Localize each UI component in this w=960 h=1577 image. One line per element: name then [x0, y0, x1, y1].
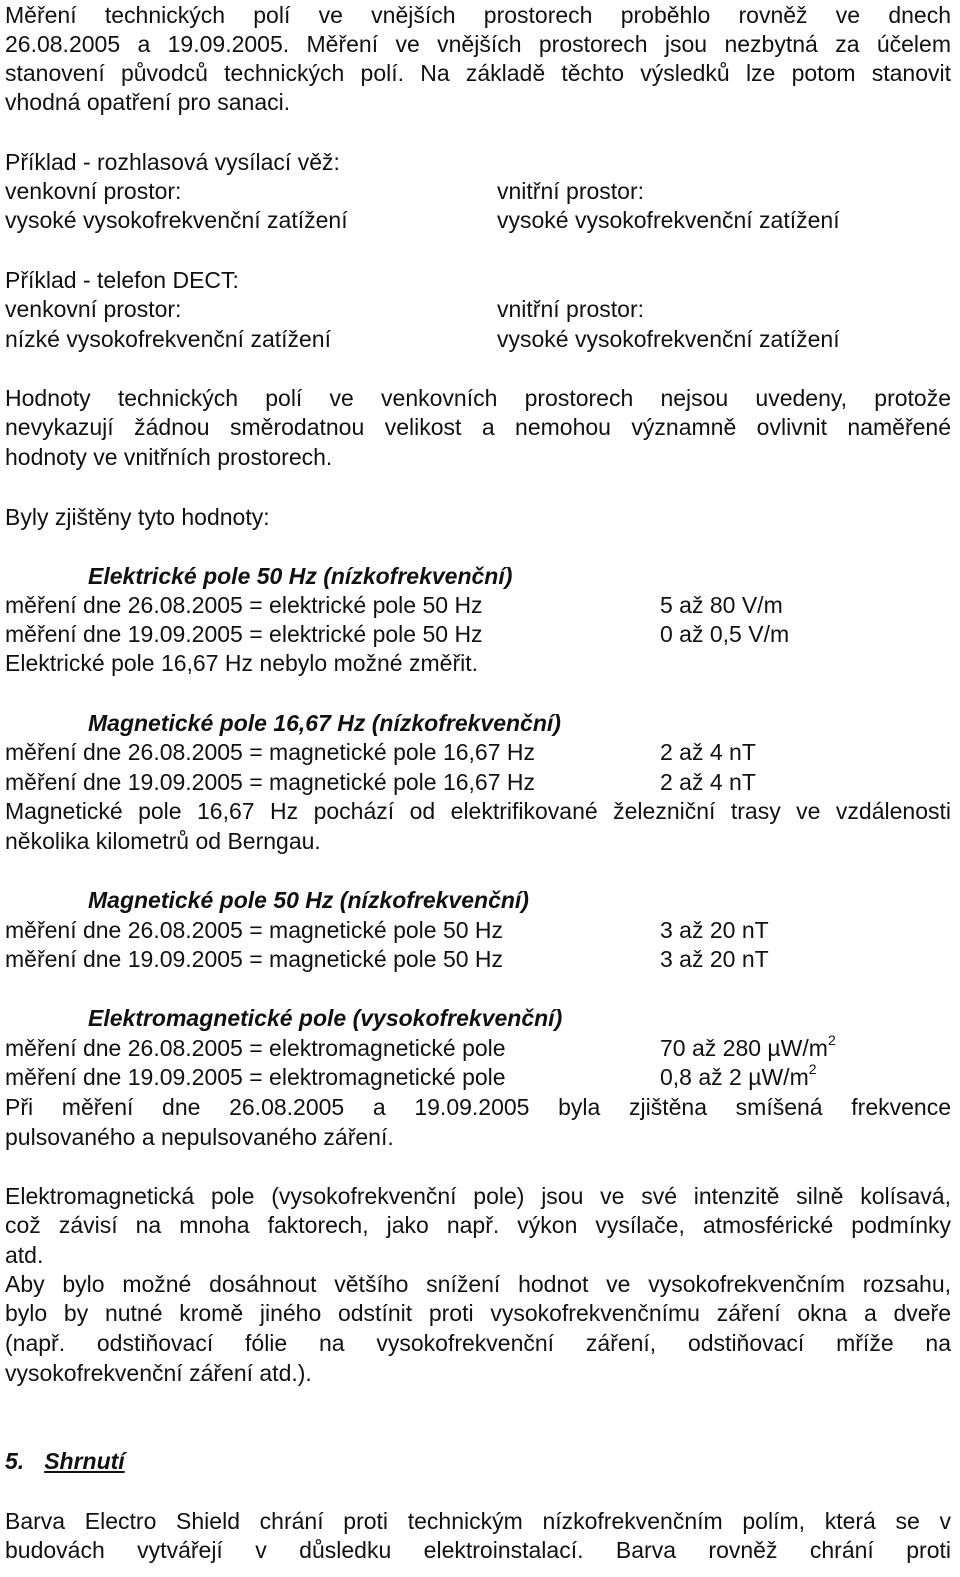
paragraph-line: Aby bylo možné dosáhnout většího snížení hodnot ve vysokofrekvenčním rozsahu,	[5, 1271, 951, 1297]
electromagnetic-heading: Elektromagnetické pole (vysokofrekvenční)	[88, 1005, 563, 1031]
measurement-value: 5 až 80 V/m	[660, 592, 783, 618]
example-indoor-value: vysoké vysokofrekvenční zatížení	[497, 207, 840, 233]
measurement-label: měření dne 19.09.2005 = elektrické pole 50 Hz	[5, 621, 483, 647]
measurement-label: měření dne 26.08.2005 = elektromagnetické pole	[5, 1035, 506, 1061]
measurement-value: 2 až 4 nT	[660, 769, 756, 795]
magnetic-note-line: několika kilometrů od Berngau.	[5, 828, 321, 854]
example-outdoor-value: vysoké vysokofrekvenční zatížení	[5, 207, 348, 233]
unit-exponent: 2	[808, 1061, 817, 1078]
example-outdoor-label: venkovní prostor:	[5, 296, 182, 322]
measurement-value-text: 0,8 až 2 µW/m	[660, 1064, 809, 1090]
section-title: Shrnutí	[44, 1448, 125, 1474]
measurement-value-text: 70 až 280 µW/m	[660, 1035, 828, 1061]
paragraph-line: což závisí na mnoha faktorech, jako např. výkon vysílače, atmosférické podmínky	[5, 1212, 951, 1238]
summary-line: budovách vytvářejí v důsledku elektroinstalací. Barva rovněž chrání proti	[5, 1537, 951, 1563]
example-outdoor-value: nízké vysokofrekvenční zatížení	[5, 326, 331, 352]
measurement-label: měření dne 19.09.2005 = magnetické pole 16,67 Hz	[5, 769, 535, 795]
unit-exponent: 2	[827, 1032, 836, 1049]
note-line: hodnoty ve vnitřních prostorech.	[5, 444, 333, 470]
measurement-label: měření dne 19.09.2005 = magnetické pole 50 Hz	[5, 946, 504, 972]
intro-line: 26.08.2005 a 19.09.2005. Měření ve vnějších prostorech jsou nezbytná za účelem	[5, 31, 951, 57]
example-indoor-label: vnitřní prostor:	[497, 296, 644, 322]
intro-line: Měření technických polí ve vnějších prostorech proběhlo rovněž ve dnech	[5, 2, 951, 28]
paragraph-line: Elektromagnetická pole (vysokofrekvenční pole) jsou ve své intenzitě silně kolísavá,	[5, 1183, 951, 1209]
intro-line: stanovení původců technických polí. Na základě těchto výsledků lze potom stanovit	[5, 60, 951, 86]
note-line: nevykazují žádnou směrodatnou velikost a nemohou významně ovlivnit naměřené	[5, 414, 951, 440]
note-line: Hodnoty technických polí ve venkovních prostorech nejsou uvedeny, protože	[5, 385, 951, 411]
electric-note: Elektrické pole 16,67 Hz nebylo možné změřit.	[5, 650, 478, 676]
measurement-value	[660, 1062, 817, 1092]
example-outdoor-label: venkovní prostor:	[5, 178, 182, 204]
measurement-label: měření dne 26.08.2005 = magnetické pole 16,67 Hz	[5, 739, 535, 765]
paragraph-line: vysokofrekvenční záření atd.).	[5, 1360, 312, 1386]
magnetic-50-heading: Magnetické pole 50 Hz (nízkofrekvenční)	[88, 887, 529, 913]
intro-line: vhodná opatření pro sanaci.	[5, 89, 291, 115]
example-indoor-value: vysoké vysokofrekvenční zatížení	[497, 326, 840, 352]
paragraph-line: bylo by nutné kromě jiného odstínit proti vysokofrekvenčnímu záření okna a dveře	[5, 1300, 951, 1326]
measurement-value: 0 až 0,5 V/m	[660, 621, 790, 647]
paragraph-line: (např. odstiňovací fólie na vysokofrekvenční záření, odstiňovací mříže na	[5, 1330, 951, 1356]
magnetic-note-line: Magnetické pole 16,67 Hz pochází od elektrifikované železniční trasy ve vzdálenosti	[5, 798, 951, 824]
measurement-value	[660, 1033, 836, 1063]
example-title: Příklad - telefon DECT:	[5, 267, 239, 293]
example-title: Příklad - rozhlasová vysílací věž:	[5, 149, 340, 175]
electromagnetic-note-line: pulsovaného a nepulsovaného záření.	[5, 1124, 394, 1150]
section-heading	[5, 1446, 125, 1476]
electromagnetic-note-line: Při měření dne 26.08.2005 a 19.09.2005 byla zjištěna smíšená frekvence	[5, 1094, 951, 1120]
measurement-value: 3 až 20 nT	[660, 917, 769, 943]
measurement-label: měření dne 19.09.2005 = elektromagnetické pole	[5, 1064, 506, 1090]
paragraph-line: atd.	[5, 1242, 44, 1268]
electric-50-heading: Elektrické pole 50 Hz (nízkofrekvenční)	[88, 563, 513, 589]
measurement-label: měření dne 26.08.2005 = elektrické pole 50 Hz	[5, 592, 483, 618]
magnetic-1667-heading: Magnetické pole 16,67 Hz (nízkofrekvenční)	[88, 710, 561, 736]
measurement-label: měření dne 26.08.2005 = magnetické pole 50 Hz	[5, 917, 504, 943]
summary-line: Barva Electro Shield chrání proti technickým nízkofrekvenčním polím, která se v	[5, 1508, 951, 1534]
found-values-text: Byly zjištěny tyto hodnoty:	[5, 504, 270, 530]
measurement-value: 3 až 20 nT	[660, 946, 769, 972]
section-number: 5.	[5, 1448, 25, 1474]
example-indoor-label: vnitřní prostor:	[497, 178, 644, 204]
measurement-value: 2 až 4 nT	[660, 739, 756, 765]
